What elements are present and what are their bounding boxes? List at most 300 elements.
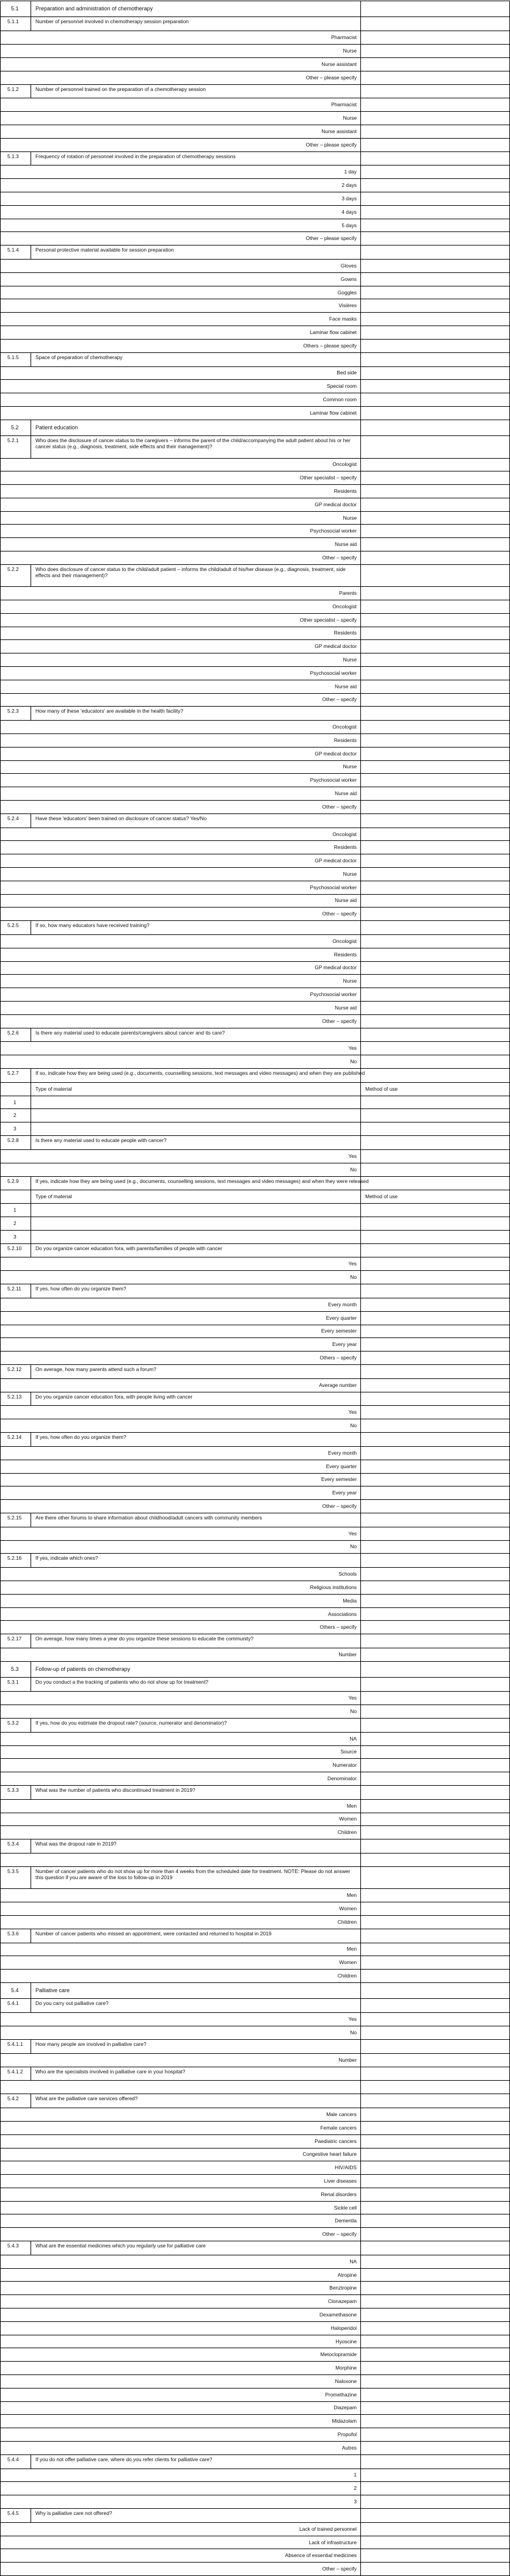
section-title: Follow-up of patients on chemotherapy [35, 1666, 131, 1673]
answer-option: NA [349, 1735, 357, 1742]
column-divider [360, 1028, 361, 1042]
column-divider [360, 1446, 361, 1460]
material-row-number: 1 [13, 1099, 16, 1105]
row-divider [0, 2012, 510, 2013]
answer-option: Others – specify [319, 1624, 357, 1631]
column-divider [360, 934, 361, 948]
answer-option: Bed side [337, 369, 357, 376]
row-divider [0, 693, 510, 694]
row-divider [0, 2121, 510, 2122]
answer-option: Psychosocial worker [310, 884, 357, 890]
row-divider [0, 2321, 510, 2322]
column-divider [360, 988, 361, 1001]
row-divider [0, 1540, 510, 1541]
answer-option: Religious institutions [310, 1584, 357, 1590]
question-number: 5.2.2 [7, 566, 19, 572]
question-text: If yes, how often do you organize them? [35, 1434, 126, 1441]
answer-option: Common room [322, 396, 357, 402]
column-divider [360, 1825, 361, 1839]
column-divider [360, 1745, 361, 1759]
answer-option: Face masks [329, 316, 357, 322]
column-divider [360, 1785, 361, 1799]
question-number: 5.1.4 [7, 247, 19, 253]
answer-option: Goggles [337, 289, 357, 296]
answer-option: Nurse assistant [321, 128, 357, 134]
column-divider [360, 653, 361, 666]
answer-option: 3 [354, 2498, 357, 2505]
answer-option: Schools [338, 1571, 357, 1577]
column-divider [360, 1325, 361, 1338]
column-divider [360, 1969, 361, 1982]
question-number: 5.4.3 [7, 2243, 19, 2249]
answer-option: Nurse [343, 978, 357, 984]
row-divider [0, 813, 510, 814]
question-text: Are there other forums to share information about childhood/adult cancers with community members [35, 1514, 263, 1521]
column-divider [360, 760, 361, 774]
answer-option: Psychosocial worker [310, 777, 357, 784]
row-divider [0, 2401, 510, 2402]
column-divider [360, 974, 361, 988]
column-divider [360, 2067, 361, 2081]
column-divider [360, 1473, 361, 1486]
column-divider [360, 894, 361, 908]
column-divider [360, 1257, 361, 1270]
column-divider [360, 498, 361, 511]
answer-option: Visières [338, 302, 357, 309]
question-number: 5.2.7 [7, 1069, 19, 1076]
column-divider [360, 1364, 361, 1378]
question-number: 5.1.5 [7, 354, 19, 360]
answer-option: Nurse [343, 115, 357, 122]
question-number: 5.3.3 [7, 1786, 19, 1793]
answer-option: Promethazine [325, 2391, 357, 2398]
question-text: What are the palliative care services offered? [35, 2095, 138, 2102]
answer-option: Others – please specify [303, 342, 357, 349]
row-divider [0, 961, 510, 962]
answer-option: Lack of trained personnel [299, 2525, 357, 2532]
answer-option: Pharmacist [331, 101, 357, 108]
answer-option: Lack of infrastructure [308, 2539, 357, 2545]
column-divider [360, 1998, 361, 2012]
column-divider [360, 586, 361, 600]
column-divider [360, 2308, 361, 2321]
answer-option: Source [340, 1748, 357, 1755]
column-divider [360, 2469, 361, 2482]
column-divider [360, 1217, 361, 1230]
question-text: If yes, indicate how they are being used (e.g., documents, counselling sessions, text messages and video messages) and when they were released [35, 1177, 369, 1184]
answer-option: No [350, 1166, 357, 1173]
question-text: Frequency of rotation of personnel involved in the preparation of chemotherapy sessions [35, 153, 236, 159]
answer-option: 4 days [341, 208, 357, 215]
row-divider [0, 2508, 510, 2509]
row-divider [0, 1758, 510, 1759]
material-row-number: 2 [13, 1220, 16, 1226]
section-title: Patient education [35, 424, 78, 431]
row-divider [0, 165, 510, 166]
column-divider [360, 165, 361, 178]
answer-option: Yes [348, 1261, 357, 1267]
column-divider [360, 1634, 361, 1648]
row-divider [0, 231, 510, 232]
column-divider [360, 2321, 361, 2335]
column-divider [360, 111, 361, 125]
column-divider [360, 881, 361, 894]
column-divider [360, 2148, 361, 2161]
column-divider [360, 773, 361, 787]
answer-option: Pharmacist [331, 34, 357, 41]
answer-option: Nurse [343, 870, 357, 877]
column-divider [360, 2388, 361, 2401]
row-divider [0, 2388, 510, 2389]
row-divider [0, 760, 510, 761]
column-divider [360, 352, 361, 366]
answer-option: Every semester [321, 1328, 357, 1334]
answer-option: 1 [354, 2472, 357, 2478]
answer-option: Liver diseases [324, 2177, 357, 2184]
answer-option: Midazolam [332, 2418, 357, 2425]
answer-option: Psychosocial worker [310, 991, 357, 998]
column-divider [360, 1014, 361, 1028]
question-text: Number of personnel involved in chemotherapy session preparation [35, 18, 189, 25]
column-divider [360, 125, 361, 138]
column-divider [360, 907, 361, 920]
column-divider [360, 1337, 361, 1351]
answer-option: Other specialist – specify [299, 475, 357, 481]
row-divider [0, 1745, 510, 1746]
row-divider [0, 1998, 510, 1999]
question-number: 5.2.8 [7, 1137, 19, 1144]
answer-option: Male cancers [326, 2111, 357, 2118]
column-divider [360, 2080, 361, 2094]
question-number: 5.2.9 [7, 1177, 19, 1184]
question-text: What are the essential medicines which you regularly use for palliative care [35, 2243, 206, 2249]
question-text: Why is palliative care not offered? [35, 2509, 112, 2516]
question-text: On average, how many parents attend such a forum? [35, 1366, 156, 1372]
answer-option: Other – specify [322, 2566, 357, 2572]
answer-option: Yes [348, 1409, 357, 1416]
row-divider [0, 1785, 510, 1786]
question-text: If so, how many educators have received training? [35, 922, 150, 929]
row-divider [0, 84, 510, 85]
row-divider [0, 2268, 510, 2269]
row-divider [0, 867, 510, 868]
question-number: 5.4.4 [7, 2456, 19, 2462]
answer-option: No [350, 1543, 357, 1550]
column-divider [360, 1096, 361, 1109]
column-divider [360, 484, 361, 498]
row-divider [0, 435, 510, 436]
column-divider [360, 2454, 361, 2469]
column-divider [360, 1772, 361, 1785]
question-number: 5.2.6 [7, 1029, 19, 1036]
row-divider [0, 1446, 510, 1447]
answer-option: Naloxone [335, 2378, 357, 2384]
row-divider [0, 2080, 510, 2081]
column-divider [360, 1001, 361, 1014]
column-divider [360, 339, 361, 352]
column-divider [360, 1, 361, 16]
answer-option: GP medical doctor [315, 964, 357, 971]
question-number: 5.4.1.2 [7, 2068, 23, 2075]
answer-option: Every semester [321, 1476, 357, 1483]
row-divider [0, 706, 510, 707]
column-divider [360, 2026, 361, 2039]
answer-option: No [350, 1422, 357, 1429]
row-divider [0, 2227, 510, 2228]
column-divider [360, 813, 361, 828]
column-divider [360, 1378, 361, 1392]
column-divider [360, 178, 361, 192]
row-divider [0, 2414, 510, 2415]
answer-option: Yes [348, 1695, 357, 1701]
row-divider [0, 720, 510, 721]
row-divider [0, 1620, 510, 1621]
row-divider [0, 1230, 510, 1231]
row-divider [0, 1691, 510, 1692]
column-divider [360, 1311, 361, 1325]
column-divider [360, 720, 361, 733]
column-divider [360, 961, 361, 975]
column-divider [360, 44, 361, 57]
column-divider [360, 2348, 361, 2361]
column-divider [360, 1068, 361, 1082]
material-row-number: 3 [13, 1126, 16, 1132]
answer-option: Media [343, 1597, 357, 1604]
row-divider [0, 458, 510, 459]
column-divider [360, 312, 361, 326]
row-divider [0, 2441, 510, 2442]
column-divider [360, 2255, 361, 2268]
row-divider [0, 484, 510, 485]
answer-option: Nurse aid [335, 790, 357, 797]
column-divider [360, 2294, 361, 2308]
row-divider [0, 2454, 510, 2455]
question-text: Who does disclosure of cancer status to the child/adult patient – informs the child/adult of his/her disease (e.g., diagnosis, treatment, side effects and their management)? [35, 566, 346, 578]
column-divider [360, 511, 361, 525]
column-divider [360, 551, 361, 564]
row-divider [0, 57, 510, 58]
answer-option: Residents [333, 951, 357, 958]
column-divider [360, 2161, 361, 2174]
answer-option: No [350, 2029, 357, 2036]
column-divider [360, 71, 361, 84]
section-number: 5.1 [11, 5, 19, 12]
column-divider [360, 2374, 361, 2388]
answer-option: Other – please specify [305, 141, 357, 148]
column-divider [360, 840, 361, 854]
question-number: 5.3.5 [7, 1868, 19, 1874]
answer-option: Every month [327, 1449, 357, 1456]
answer-option: Other – specify [322, 554, 357, 561]
answer-option: Men [346, 1892, 357, 1899]
column-divider [360, 747, 361, 760]
answer-option: Other specialist – specify [299, 616, 357, 623]
column-divider [360, 1041, 361, 1055]
answer-option: Yes [348, 1152, 357, 1159]
column-divider [360, 627, 361, 640]
answer-option: Children [337, 1829, 357, 1836]
column-divider [360, 1540, 361, 1554]
row-divider [0, 2134, 510, 2135]
column-divider [360, 192, 361, 205]
row-divider [0, 639, 510, 640]
column-divider [360, 1190, 361, 1203]
question-text: What was the dropout rate in 2019? [35, 1841, 117, 1847]
row-divider [0, 2374, 510, 2375]
row-divider [0, 259, 510, 260]
question-number: 5.1.1 [7, 18, 19, 25]
column-divider [0, 1, 1, 2575]
answer-option: No [350, 1058, 357, 1065]
question-text: Have these 'educators' been trained on disclosure of cancer status? Yes/No [35, 815, 207, 821]
column-divider [360, 393, 361, 406]
section-number: 5.3 [11, 1666, 19, 1673]
answer-option: Gowns [340, 275, 357, 282]
answer-option: Every quarter [326, 1463, 357, 1469]
answer-option: Dementia [335, 2218, 357, 2224]
question-text: If you do not offer palliative care, where do you refer clients for palliative care? [35, 2456, 213, 2462]
column-divider [360, 57, 361, 71]
row-divider [0, 1014, 510, 1015]
row-divider [0, 2562, 510, 2563]
row-divider [0, 406, 510, 407]
question-text: Is there any material used to educate parents/caregivers about cancer and its care? [35, 1029, 225, 1036]
row-divider [0, 1888, 510, 1889]
row-divider [0, 666, 510, 667]
column-divider [360, 2481, 361, 2495]
column-divider [360, 1432, 361, 1446]
answer-option: NA [349, 2258, 357, 2265]
row-divider [0, 2294, 510, 2295]
row-divider [0, 16, 510, 17]
row-divider [0, 1553, 510, 1554]
column-divider [360, 1176, 361, 1190]
column-divider [360, 1405, 361, 1419]
row-divider [0, 1149, 510, 1150]
row-divider [0, 1567, 510, 1568]
row-divider [0, 138, 510, 139]
column-divider [360, 1956, 361, 1969]
question-text: Number of personnel trained on the preparation of a chemotherapy session [35, 86, 206, 92]
answer-option: Other – specify [322, 803, 357, 810]
answer-option: Oncologist [332, 603, 357, 609]
column-divider [360, 205, 361, 219]
column-divider [360, 2241, 361, 2255]
answer-option: Other – specify [322, 696, 357, 703]
row-divider [0, 1082, 510, 1083]
row-divider [0, 1405, 510, 1406]
column-divider [360, 1888, 361, 1902]
answer-option: Yes [348, 1045, 357, 1052]
row-divider [0, 151, 510, 152]
column-divider [360, 680, 361, 693]
row-divider [0, 178, 510, 179]
column-divider [360, 1661, 361, 1677]
column-divider [360, 2268, 361, 2282]
answer-option: Women [339, 1816, 357, 1822]
row-divider [0, 1176, 510, 1177]
column-divider [360, 524, 361, 537]
question-number: 5.2.1 [7, 437, 19, 444]
question-text: Do you organize cancer education fora, with people living with cancer [35, 1393, 192, 1400]
answer-option: Atropine [337, 2271, 357, 2278]
answer-option: Other – specify [322, 1502, 357, 1509]
answer-option: Nurse [343, 48, 357, 54]
answer-option: Special room [327, 383, 357, 390]
question-text: On average, how many times a year do you organize these sessions to educate the community? [35, 1635, 254, 1642]
answer-option: Gloves [340, 263, 357, 269]
answer-option: Oncologist [332, 937, 357, 944]
question-text: How many of these 'educators' are available in the health facility? [35, 708, 184, 715]
row-divider [0, 1270, 510, 1271]
question-number: 5.2.13 [7, 1393, 22, 1400]
column-divider [360, 379, 361, 393]
answer-option: Residents [333, 488, 357, 494]
column-divider [360, 800, 361, 813]
column-divider [360, 2495, 361, 2508]
row-divider [0, 974, 510, 975]
answer-option: Metoclopramide [320, 2351, 357, 2358]
column-header-method: Method of use [365, 1193, 398, 1200]
question-number: 5.3.1 [7, 1679, 19, 1686]
column-divider [360, 1758, 361, 1772]
answer-option: Haloperidol [330, 2324, 357, 2331]
answer-option: Laminar flow cabinet [310, 329, 357, 335]
column-divider [360, 2227, 361, 2241]
row-divider [0, 44, 510, 45]
column-divider [360, 1813, 361, 1826]
row-divider [0, 1982, 510, 1983]
answer-option: Parents [339, 590, 357, 597]
question-number: 5.1.2 [7, 86, 19, 92]
answer-option: HIV/AIDS [335, 2164, 357, 2171]
question-text: If yes, how often do you organize them? [35, 1286, 126, 1292]
column-divider [360, 1351, 361, 1364]
column-divider [360, 1055, 361, 1068]
answer-option: Laminar flow cabinet [310, 409, 357, 416]
column-divider [360, 245, 361, 259]
column-divider [360, 1915, 361, 1929]
row-divider [0, 245, 510, 246]
question-number: 5.2.10 [7, 1245, 22, 1251]
row-divider [0, 1594, 510, 1595]
column-divider [360, 259, 361, 272]
row-divider [0, 1825, 510, 1826]
answer-option: Oncologist [332, 461, 357, 468]
column-divider [360, 2522, 361, 2536]
row-divider [0, 1799, 510, 1800]
question-text: Who are the specialists involved in palliative care in your hospital? [35, 2068, 186, 2075]
column-divider [360, 2201, 361, 2214]
answer-option: Paediatric cancers [315, 2138, 357, 2144]
question-number: 5.2.4 [7, 815, 19, 821]
row-divider [0, 2201, 510, 2202]
answer-option: 2 days [341, 182, 357, 189]
question-number: 5.2.5 [7, 922, 19, 929]
row-divider [0, 2361, 510, 2362]
column-divider [360, 2335, 361, 2348]
column-divider [360, 2414, 361, 2428]
column-header-type: Type of material [35, 1193, 72, 1200]
answer-option: Other – please specify [305, 235, 357, 242]
answer-option: Nurse [343, 657, 357, 663]
answer-option: 3 days [341, 195, 357, 202]
row-divider [0, 2174, 510, 2175]
column-divider [360, 1799, 361, 1813]
question-text: Do you conduct a the tracking of patients who do not show up for treatment? [35, 1679, 209, 1686]
column-divider [360, 787, 361, 800]
row-divider [0, 352, 510, 353]
